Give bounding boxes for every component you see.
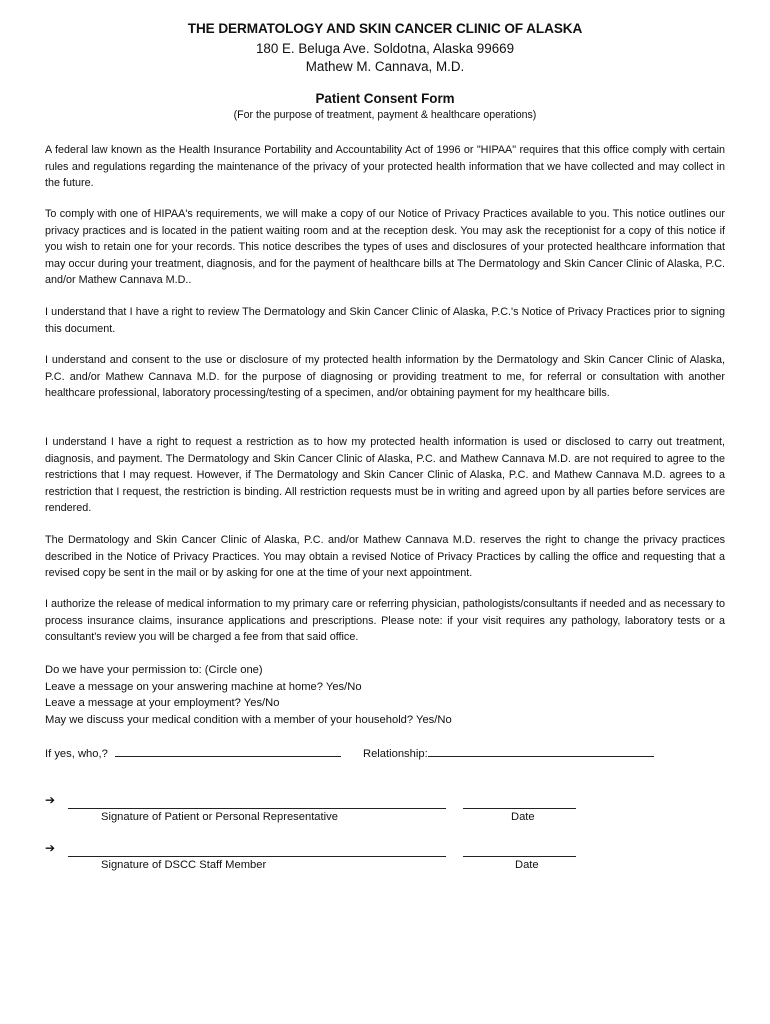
permission-heading: Do we have your permission to: (Circle one) [45, 664, 263, 676]
patient-date-field[interactable] [463, 808, 576, 809]
staff-signature-field[interactable] [68, 856, 446, 857]
relationship-row [363, 745, 654, 760]
staff-date-field[interactable] [463, 856, 576, 857]
patient-signature-field[interactable] [68, 808, 446, 809]
permission-item-work-message[interactable]: Leave a message at your employment? Yes/No [45, 697, 280, 710]
arrow-icon: ➔ [45, 841, 56, 855]
physician-name: Mathew M. Cannava, M.D. [305, 59, 465, 74]
arrow-icon: ➔ [45, 793, 56, 807]
permission-item-home-message[interactable]: Leave a message on your answering machine at home? Yes/No [45, 680, 362, 693]
paragraph-right-to-review: I understand that I have a right to review The Dermatology and Skin Cancer Clinic of Alaska, P.C.'s Notice of Privacy Practices prior to signing this document. [45, 306, 725, 335]
relationship-label: Relationship: [363, 748, 428, 760]
paragraph-hipaa-law: A federal law known as the Health Insurance Portability and Accountability Act of 1996 or "HIPAA" requires that this office comply with certain rules and regulations regarding the maintenance of the privacy of your protected health information that we have collected and may collect in the future. [45, 144, 725, 189]
paragraph-restriction-request: I understand I have a right to request a restriction as to how my protected health information is used or disclosed to carry out treatment, diagnosis, and payment. The Dermatology and Skin Cancer Clinic of Alaska, P.C. and Mathew Cannava M.D. are not required to agree to the restrictions that I may request. However, if The Dermatology and Skin Cancer Clinic of Alaska, P.C. and Mathew Cannava M.D. agrees to a restriction that I request, the restriction is binding. All restriction requests must be in writing and agreed upon by all parties before services are rendered. [45, 436, 725, 514]
staff-date-label: Date [515, 859, 539, 871]
permission-section [45, 662, 645, 728]
clinic-name: THE DERMATOLOGY AND SKIN CANCER CLINIC OF ALASKA [187, 21, 583, 36]
staff-signature-label: Signature of DSCC Staff Member [101, 859, 267, 871]
form-purpose: (For the purpose of treatment, payment & healthcare operations) [233, 109, 537, 121]
paragraph-consent-to-use: I understand and consent to the use or disclosure of my protected health information by the Dermatology and Skin Cancer Clinic of Alaska, P.C. and/or Mathew Cannava M.D. for the purpose of diagnosing or providing treatment to me, for referral or consultation with another healthcare professional, laboratory processing/testing of a specimen, and/or obtaining payment for my healthcare bills. [45, 354, 725, 399]
who-row [45, 745, 341, 760]
paragraph-authorize-release: I authorize the release of medical information to my primary care or referring physician, pathologists/consultants if needed and as necessary to process insurance claims, insurance applications and prescriptions. Please note: if your visit requires any pathology, laboratory tests or a consultant's review you will be charged a fee from that said office. [45, 598, 725, 643]
patient-date-label: Date [511, 811, 535, 823]
who-field[interactable] [115, 745, 341, 757]
who-label: If yes, who,? [45, 748, 108, 760]
paragraph-right-to-change: The Dermatology and Skin Cancer Clinic of Alaska, P.C. and/or Mathew Cannava M.D. reserves the right to change the privacy practices described in the Notice of Privacy Practices. You may obtain a revised Notice of Privacy Practices by calling the office and requesting that a revised copy be sent in the mail or by asking for one at the time of your next appointment. [45, 534, 725, 579]
permission-item-household[interactable]: May we discuss your medical condition with a member of your household? Yes/No [45, 713, 452, 726]
paragraph-notice-of-privacy: To comply with one of HIPAA's requirements, we will make a copy of our Notice of Privacy Practices available to you. This notice outlines our privacy practices and is located in the patient waiting room and at the reception desk. You may ask the receptionist for a copy of this notice if you wish to retain one for your records. This notice describes the types of uses and disclosures of your protected healthcare information that may occur during your treatment, diagnosis, and for the payment of healthcare bills at The Dermatology and Skin Cancer Clinic of Alaska, P.C. and/or Mathew Cannava M.D.. [45, 208, 725, 286]
patient-signature-label: Signature of Patient or Personal Representative [101, 811, 338, 823]
form-title: Patient Consent Form [315, 91, 455, 106]
clinic-address: 180 E. Beluga Ave. Soldotna, Alaska 99669 [255, 41, 515, 56]
relationship-field[interactable] [428, 745, 654, 757]
